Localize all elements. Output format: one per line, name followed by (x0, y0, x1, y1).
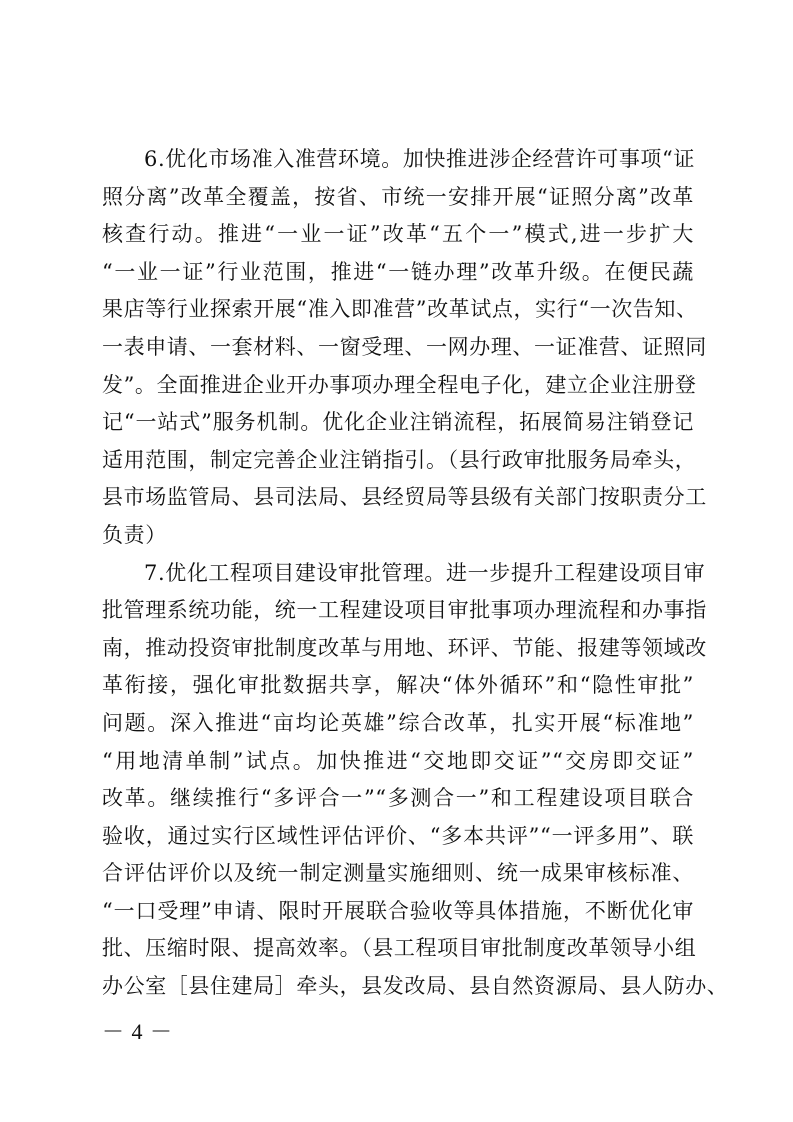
text-line: 革衔接，强化审批数据共享，解决“体外循环”和“隐性审批” (102, 673, 694, 698)
text-line: 合评估评价以及统一制定测量实施细则、统一成果审核标准、 (102, 861, 694, 886)
text-line: 适用范围，制定完善企业注销指引。（县行政审批服务局牵头， (102, 447, 697, 472)
text-line: “一口受理”申请、限时开展联合验收等具体措施，不断优化审 (102, 898, 694, 923)
text-line: 批管理系统功能，统一工程建设项目审批事项办理流程和办事指 (102, 598, 707, 623)
page-number: － 4 － (102, 1019, 174, 1044)
text-line: 负责） (102, 522, 167, 547)
text-line: 一表申请、一套材料、一窗受理、一网办理、一证准营、证照同 (102, 334, 707, 359)
text-line: 南，推动投资审批制度改革与用地、环评、节能、报建等领域改 (102, 635, 707, 660)
paragraph-6 (102, 141, 707, 555)
paragraph-7 (102, 555, 729, 1006)
text-line: 6.优化市场准入准营环境。加快推进涉企经营许可事项“证 (144, 147, 695, 171)
text-line: 验收，通过实行区域性评估评价、“多本共评”“一评多用”、联 (102, 823, 694, 848)
text-line: 7.优化工程项目建设审批管理。进一步提升工程建设项目审 (144, 560, 706, 585)
text-line: “用地清单制”试点。加快推进“交地即交证”“交房即交证” (102, 748, 694, 773)
text-line: 发”。全面推进企业开办事项办理全程电子化，建立企业注册登 (102, 372, 697, 397)
text-line: 县市场监管局、县司法局、县经贸局等县级有关部门按职责分工 (102, 485, 707, 510)
text-line: 问题。深入推进“亩均论英雄”综合改革，扎实开展“标准地” (102, 710, 694, 735)
text-line: 批、压缩时限、提高效率。（县工程项目审批制度改革领导小组 (102, 936, 697, 961)
document-body (102, 141, 729, 1006)
text-line: 果店等行业探索开展“准入即准营”改革试点，实行“一次告知、 (102, 297, 698, 322)
text-line: 改革。继续推行“多评合一”“多测合一”和工程建设项目联合 (102, 786, 694, 811)
text-line: 办公室［县住建局］牵头，县发改局、县自然资源局、县人防办、 (102, 974, 729, 999)
text-line: 照分离”改革全覆盖，按省、市统一安排开展“证照分离”改革 (102, 184, 694, 209)
text-line: 记“一站式”服务机制。优化企业注销流程，拓展简易注销登记 (102, 410, 694, 435)
text-line: “一业一证”行业范围，推进“一链办理”改革升级。在便民蔬 (102, 259, 694, 284)
text-line: 核查行动。推进“一业一证”改革“五个一”模式,进一步扩大 (102, 222, 694, 247)
